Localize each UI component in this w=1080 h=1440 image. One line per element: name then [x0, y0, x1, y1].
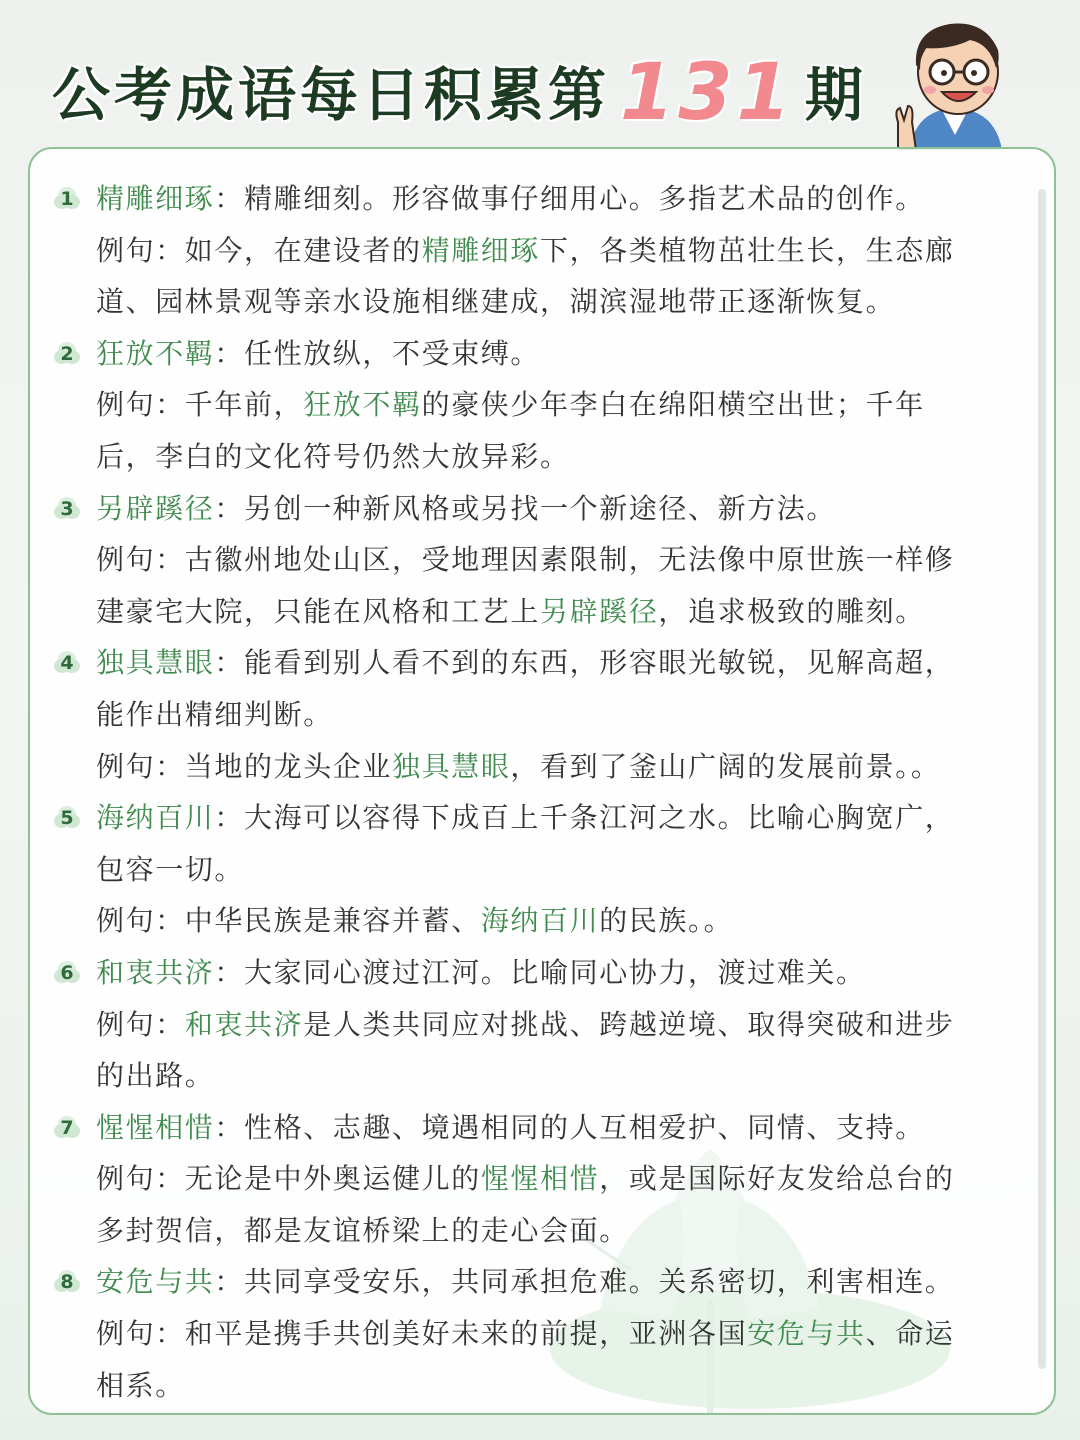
header [0, 0, 1080, 150]
text-segment: 道、园林景观等亲水设施相继建成，湖滨湿地带正逐渐恢复。 [96, 285, 896, 319]
item-number: 2 [60, 342, 74, 365]
number-badge [52, 339, 82, 369]
text-segment: 多封贺信，都是友谊桥梁上的走心会面。 [96, 1213, 629, 1247]
idiom-definition-line [66, 1256, 1046, 1308]
text-segment: ：另创一种新风格或另找一个新途径、新方法。 [214, 491, 837, 525]
text-segment: 相系。 [96, 1368, 185, 1402]
idiom-text-line [66, 999, 1046, 1051]
idiom-item [60, 328, 1046, 483]
idiom-term: 海纳百川 [96, 801, 215, 835]
idiom-term: 惺惺相惜 [480, 1162, 600, 1196]
idiom-text-line [66, 225, 1046, 277]
text-segment: 例句：和平是携手共创美好未来的前提，亚洲各国 [96, 1317, 748, 1351]
idiom-text-line [66, 431, 1046, 483]
text-segment: 例句：古徽州地处山区，受地理因素限制，无法像中原世族一样修 [96, 543, 955, 577]
text-segment: ：共同享受安乐，共同承担危难。关系密切，利害相连。 [214, 1265, 955, 1299]
number-badge [52, 494, 82, 524]
title-prefix: 公考成语每日积累第 [52, 61, 611, 129]
idiom-term: 精雕细琢 [421, 233, 541, 267]
idiom-item [60, 637, 1046, 792]
item-number: 7 [60, 1116, 74, 1139]
idiom-text-line [66, 586, 1046, 638]
text-segment: ，或是国际好友发给总台的 [599, 1162, 955, 1196]
idiom-item [60, 1256, 1046, 1411]
idiom-definition-line [66, 1102, 1046, 1154]
idiom-term: 和衷共济 [96, 955, 215, 989]
idiom-text-line [66, 1153, 1046, 1205]
item-number: 4 [60, 652, 74, 675]
idiom-text-line [66, 276, 1046, 328]
idiom-text-line [66, 1360, 1046, 1412]
idiom-list [60, 173, 1046, 1411]
idiom-text-line [66, 379, 1046, 431]
idiom-definition-line [66, 328, 1046, 380]
text-segment: ，看到了釜山广阔的发展前景。。 [510, 749, 941, 783]
idiom-term: 狂放不羁 [303, 388, 422, 422]
page-title [52, 48, 867, 138]
text-segment: 例句： [96, 1007, 185, 1041]
idiom-term: 独具慧眼 [96, 646, 215, 680]
idiom-term: 独具慧眼 [392, 749, 511, 783]
text-segment: ：任性放纵，不受束缚。 [214, 336, 541, 370]
number-badge [52, 648, 82, 678]
text-segment: ：精雕细刻。形容做事仔细用心。多指艺术品的创作。 [214, 182, 925, 215]
number-badge [52, 1267, 82, 1297]
number-badge [52, 184, 82, 214]
idiom-term: 另辟蹊径 [96, 491, 215, 525]
text-segment: 例句：如今，在建设者的 [96, 233, 422, 267]
number-badge [52, 1113, 82, 1143]
idiom-term: 精雕细琢 [96, 182, 215, 215]
text-segment: 例句：无论是中外奥运健儿的 [96, 1162, 481, 1196]
idiom-item [60, 173, 1046, 328]
idiom-term: 海纳百川 [480, 904, 600, 938]
text-segment: 包容一切。 [96, 852, 245, 886]
text-segment: ：能看到别人看不到的东西，形容眼光敏锐，见解高超， [214, 646, 955, 680]
text-segment: 的豪侠少年李白在绵阳横空出世；千年 [421, 388, 925, 422]
text-segment: 例句：当地的龙头企业 [96, 749, 393, 783]
idiom-card [28, 147, 1056, 1415]
number-badge [52, 958, 82, 988]
idiom-definition-line [66, 792, 1046, 844]
idiom-term: 和衷共济 [184, 1007, 304, 1041]
item-number: 3 [60, 497, 74, 520]
cartoon-teacher-avatar [880, 10, 1030, 150]
idiom-text-line [66, 1205, 1046, 1257]
idiom-definition-line [66, 947, 1046, 999]
idiom-definition-line [66, 637, 1046, 689]
idiom-text-line [66, 1308, 1046, 1360]
text-segment: 、命运 [865, 1317, 955, 1351]
idiom-term: 惺惺相惜 [96, 1110, 215, 1144]
text-segment: 建豪宅大院，只能在风格和工艺上 [96, 594, 541, 628]
text-segment: 是人类共同应对挑战、跨越逆境、取得突破和进步 [303, 1007, 955, 1041]
idiom-definition-line [66, 173, 1046, 225]
idiom-term: 安危与共 [747, 1317, 866, 1351]
text-segment: ：性格、志趣、境遇相同的人互相爱护、同情、支持。 [214, 1110, 925, 1144]
item-number: 5 [60, 807, 74, 830]
idiom-text-line [66, 534, 1046, 586]
title-suffix: 期 [804, 61, 867, 129]
text-segment: 例句：千年前， [96, 388, 304, 422]
idiom-item [60, 1102, 1046, 1257]
idiom-term: 狂放不羁 [96, 336, 215, 370]
text-segment: 下，各类植物茁壮生长，生态廊 [540, 233, 955, 267]
item-number: 8 [60, 1271, 74, 1294]
text-segment: 的民族。。 [599, 904, 734, 938]
idiom-text-line [66, 689, 1046, 741]
text-segment: 后，李白的文化符号仍然大放异彩。 [96, 439, 570, 473]
idiom-term: 另辟蹊径 [540, 594, 659, 628]
idiom-text-line [66, 895, 1046, 947]
idiom-text-line [66, 844, 1046, 896]
text-segment: ：大海可以容得下成百上千条江河之水。比喻心胸宽广， [214, 801, 955, 835]
idiom-text-line [66, 741, 1046, 793]
text-segment: ：大家同心渡过江河。比喻同心协力，渡过难关。 [214, 955, 866, 989]
idiom-item [60, 483, 1046, 638]
text-segment: 的出路。 [96, 1059, 215, 1093]
item-number: 1 [60, 188, 74, 210]
text-segment: ，追求极致的雕刻。 [658, 594, 925, 628]
idiom-item [60, 947, 1046, 1102]
text-segment: 例句：中华民族是兼容并蓄、 [96, 904, 481, 938]
idiom-text-line [66, 1050, 1046, 1102]
text-segment: 能作出精细判断。 [96, 697, 333, 731]
issue-number: 131 [620, 48, 795, 138]
idiom-item [60, 792, 1046, 947]
number-badge [52, 803, 82, 833]
item-number: 6 [60, 961, 74, 984]
idiom-definition-line [66, 483, 1046, 535]
idiom-term: 安危与共 [96, 1265, 215, 1299]
